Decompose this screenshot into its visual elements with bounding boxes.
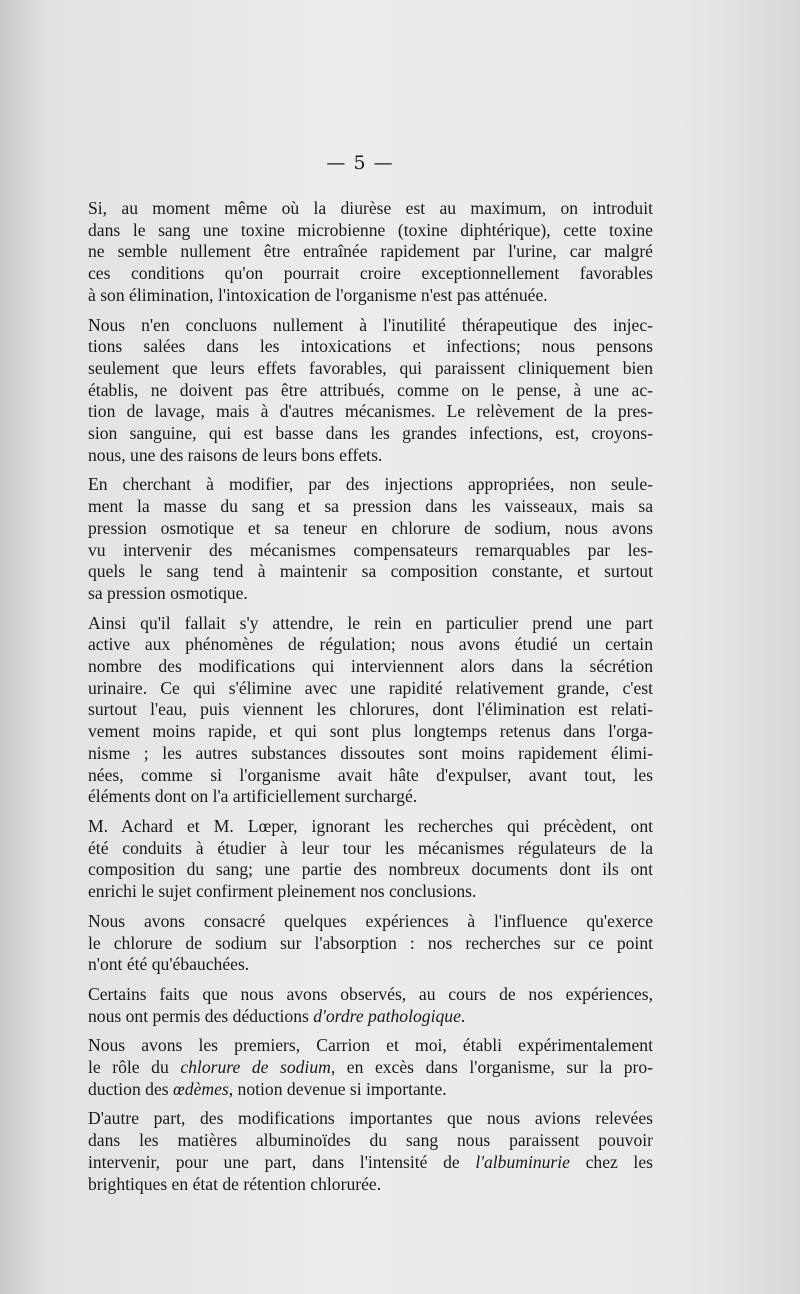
text-line: En cherchant à modifier, par des injections appropriées, non seule-: [88, 474, 653, 495]
text-line: dans le sang une toxine microbienne (toxine diphtérique), cette toxine: [88, 219, 653, 240]
text-line: M. Achard et M. Lœper, ignorant les recherches qui précèdent, ont: [88, 815, 653, 836]
text-line: été conduits à étudier à leur tour les mécanismes régulateurs de la: [88, 837, 653, 858]
text-line: sa pression osmotique.: [88, 582, 248, 603]
text-line: n'ont été qu'ébauchées.: [88, 954, 250, 975]
paragraph-9: [88, 1108, 653, 1195]
text-line: [88, 1108, 653, 1130]
paragraph-7: [88, 984, 653, 1027]
text-segment: dans les matières albuminoïdes du sang nous paraissent pouvoir: [88, 1130, 653, 1151]
text-line: éléments dont on l'a artificiellement surchargé.: [88, 786, 418, 807]
text-segment: D'autre part, des modifications importantes que nous avions relevées: [88, 1108, 653, 1129]
text-segment: .: [460, 1005, 466, 1026]
text-line: vu intervenir des mécanismes compensateurs remarquables par les-: [88, 539, 653, 560]
text-line: composition du sang; une partie des nombreux documents dont ils ont: [88, 859, 653, 880]
text-line: [88, 1006, 653, 1028]
paragraph-1: [88, 198, 653, 307]
text-segment: le rôle du: [88, 1057, 181, 1078]
text-segment: nous ont permis des déductions: [88, 1005, 314, 1026]
text-segment: intervenir, pour une part, dans l'intensité de: [88, 1151, 476, 1172]
paragraph-2: [88, 315, 653, 467]
text-line: active aux phénomènes de régulation; nous avons étudié un certain: [88, 634, 653, 655]
text-line: surtout l'eau, puis viennent les chlorures, dont l'élimination est relati-: [88, 699, 653, 720]
text-line: tion de lavage, mais à d'autres mécanismes. Le relèvement de la pres-: [88, 401, 653, 422]
text-line: Si, au moment même où la diurèse est au maximum, on introduit: [88, 198, 653, 218]
italic-phrase: d'ordre pathologique: [313, 1005, 461, 1026]
text-line: ment la masse du sang et sa pression dans les vaisseaux, mais sa: [88, 496, 653, 517]
paragraph-5: [88, 816, 653, 903]
text-segment: chez les: [569, 1151, 653, 1172]
text-segment: , notion devenue si importante.: [228, 1078, 447, 1099]
text-line: établis, ne doivent pas être attribués, comme on le pense, à une ac-: [88, 379, 653, 400]
text-line: sion sanguine, qui est basse dans les grandes infections, est, croyons-: [88, 423, 653, 444]
text-line: [88, 1057, 653, 1079]
text-line: nous, une des raisons de leurs bons effets.: [88, 444, 383, 465]
text-line: [88, 1079, 653, 1101]
text-line: enrichi le sujet confirment pleinement nos conclusions.: [88, 881, 477, 902]
italic-phrase: œdèmes: [173, 1078, 229, 1099]
text-line: [88, 1152, 653, 1174]
text-line: vement moins rapide, et qui sont plus longtemps retenus dans l'orga-: [88, 721, 653, 742]
text-segment: brightiques en état de rétention chlorurée.: [88, 1173, 382, 1194]
text-line: Certains faits que nous avons observés, au cours de nos expériences,: [88, 983, 653, 1004]
text-line: nées, comme si l'organisme avait hâte d'expulser, avant tout, les: [88, 764, 653, 785]
text-line: le chlorure de sodium sur l'absorption : nos recherches sur ce point: [88, 932, 653, 953]
text-line: quels le sang tend à maintenir sa composition constante, et surtout: [88, 561, 653, 582]
text-line: Nous n'en concluons nullement à l'inutilité thérapeutique des injec-: [88, 314, 653, 335]
text-line: urinaire. Ce qui s'élimine avec une rapidité relativement grande, c'est: [88, 677, 653, 698]
text-line: nombre des modifications qui interviennent alors dans la sécrétion: [88, 656, 653, 677]
italic-phrase: chlorure de sodium: [180, 1057, 331, 1078]
paragraph-3: [88, 474, 653, 604]
text-line: [88, 1035, 653, 1057]
paragraph-4: [88, 613, 653, 808]
text-segment: Nous avons les premiers, Carrion et moi, établi expérimentalement: [88, 1035, 653, 1056]
body-text: [88, 198, 653, 1203]
text-line: ces conditions qu'on pourrait croire exceptionnellement favorables: [88, 263, 653, 284]
paragraph-8: [88, 1035, 653, 1100]
text-line: à son élimination, l'intoxication de l'organisme n'est pas atténuée.: [88, 284, 548, 305]
text-line: seulement que leurs effets favorables, qui paraissent cliniquement bien: [88, 357, 653, 378]
text-line: [88, 1130, 653, 1152]
page-number: — 5 —: [326, 152, 394, 174]
text-line: [88, 1174, 653, 1196]
text-segment: duction des: [88, 1078, 174, 1099]
text-line: Nous avons consacré quelques expériences à l'influence qu'exerce: [88, 910, 653, 931]
text-line: tions salées dans les intoxications et infections; nous pensons: [88, 336, 653, 357]
text-segment: , en excès dans l'organisme, sur la pro-: [330, 1057, 653, 1078]
text-line: pression osmotique et sa teneur en chlorure de sodium, nous avons: [88, 517, 653, 538]
paragraph-6: [88, 911, 653, 976]
italic-phrase: l'albuminurie: [475, 1151, 570, 1172]
text-line: ne semble nullement être entraînée rapidement par l'urine, car malgré: [88, 241, 653, 262]
text-line: Ainsi qu'il fallait s'y attendre, le rein en particulier prend une part: [88, 612, 653, 633]
text-line: nisme ; les autres substances dissoutes sont moins rapidement élimi-: [88, 742, 653, 763]
